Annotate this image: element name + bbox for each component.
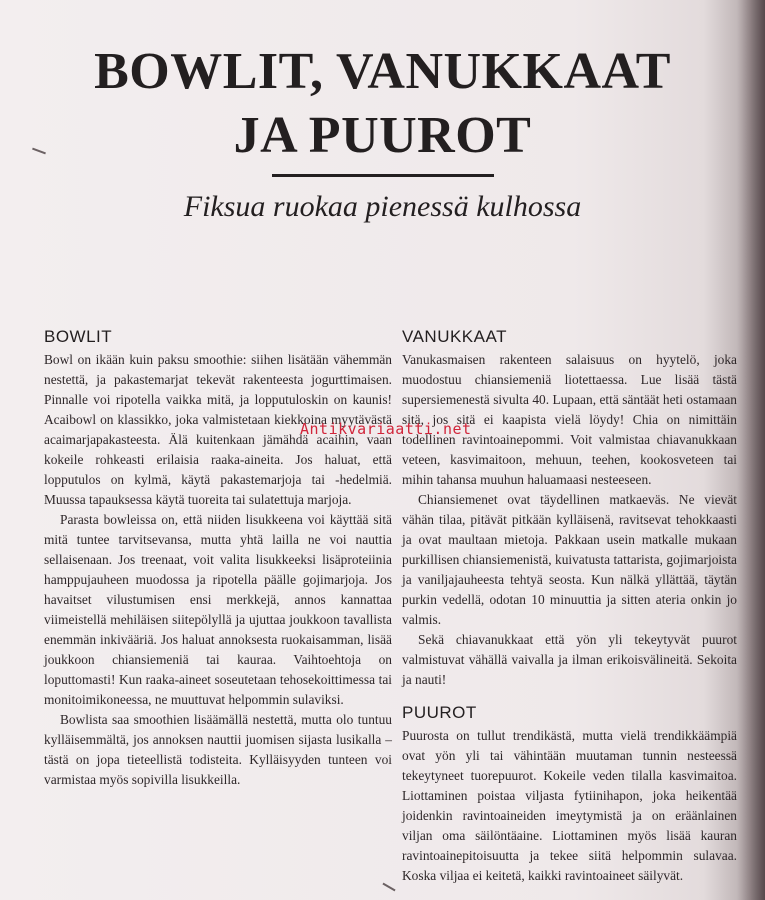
- page-blemish: [382, 883, 395, 892]
- section-heading-puurot: PUUROT: [402, 703, 477, 722]
- paragraph: Sekä chiavanukkaat että yön yli tekeytyvät puurot valmistuvat vähällä vaivalla ja ilman erikoisvälineitä. Sekoita ja nauti!: [402, 632, 737, 687]
- title-line-2: JA PUUROT: [233, 107, 532, 164]
- paragraph: Bowlista saa smoothien lisäämällä nestettä, mutta olo tuntuu kylläisemmältä, jos annoksen nauttii juomisen sijasta lusikalla – tästä on jopa tieteellistä todisteita. Kylläisyyden tunteen voi varmistaa myös sopivilla lisukkeilla.: [44, 712, 392, 787]
- subtitle: Fiksua ruokaa pienessä kulhossa: [183, 190, 582, 223]
- title-divider: [272, 174, 494, 177]
- right-column: [402, 326, 737, 886]
- left-column: [44, 326, 392, 790]
- paragraph: Vanukasmaisen rakenteen salaisuus on hyytelö, joka muodostuu chiansiemeniä liotettaessa. Lue lisää tästä supersiemenestä sivulta 40. Lupaan, että säntäät heti ostamaan sitä, jos sitä ei kaapista vielä löydy! Chia on nimittäin todellinen ravintoainepommi. Voit valmistaa chiavanukkaan veteen, kasvimaitoon, mehuun, teehen, kookosveteen tai mihin tahansa muuhun haluamaasi nesteeseen.: [402, 352, 737, 487]
- paragraph: Bowl on ikään kuin paksu smoothie: siihen lisätään vähemmän nestettä, ja pakastemarjat tekevät rakenteesta jogurttimaisen. Pinnalle voi ripotella vaikka mitä, ja lopputuloskin on kaunis! Acaibowl on klassikko, joka valmistetaan kiekkoina myytävästä acaimarjapakasteesta. Älä kuitenkaan jämähdä acaihin, vaan kokeile rohkeasti erilaisia raaka-aineita. Jos haluat, että lopputulos on kylmä, käytä pakastemarjoja tai -hedelmiä. Muussa tapauksessa käytä tuoreita tai sulatettuja marjoja.: [44, 352, 392, 507]
- title-line-1: BOWLIT, VANUKKAAT: [94, 43, 671, 100]
- watermark: Antikvariaatti.net: [300, 420, 472, 438]
- paragraph: Puurosta on tullut trendikästä, mutta vielä trendikkäämpiä ovat yön yli tai vähintään muutaman tunnin nesteessä tekeytyneet tuorepuurot. Kokeile veden tilalla kasvimaitoa. Liottaminen poistaa viljasta fytiinihapon, joka heikentää joidenkin ravintoaineiden imeytymistä ja on eräänlainen viljan oma säilöntäaine. Liottaminen myös lisää kauran ravintoainepitoisuutta ja tekee siitä helpommin sulavaa. Koska viljaa ei keitetä, kaikki ravintoaineet säilyvät.: [402, 728, 737, 883]
- section-heading-vanukkaat: VANUKKAAT: [402, 327, 507, 346]
- paragraph: Parasta bowleissa on, että niiden lisukkeena voi käyttää sitä mitä tuntee tarvitsevansa, mutta yhtä lailla ne voi nauttia sellaisenaan. Jos treenaat, voit valita lisukkeeksi lisäproteiinia hamppujauheen muodossa ja ripotella päälle gojimarjoja. Jos havaitset vilustumisen ensi merkkejä, annos kannattaa viimeistellä mehiläisen siitepölyllä ja ujuttaa joukkoon tavallista enemmän inkivääriä. Jos haluat annoksesta ruokaisamman, lisää joukkoon chiansiemeniä tai kauraa. Vaihtoehtoja on loputtomasti! Kun raaka-aineet soseutetaan tehosekoittimessa tai monitoimikoneessa, ne muuttuvat helpommin sulaviksi.: [44, 512, 392, 707]
- section-heading-bowlit: BOWLIT: [44, 327, 113, 346]
- paragraph: Chiansiemenet ovat täydellinen matkaeväs. Ne vievät vähän tilaa, pitävät pitkään kylläisenä, ravitsevat tehokkaasti ja ovat maultaan mietoja. Pakkaan usein matkalle mukaan purkillisen chiansiemenistä, kuivatusta tattarista, gojimarjoista ja vaniljajauheesta tehtyä seosta. Kun nälkä yllättää, täytän purkin vedellä, odotan 10 minuuttia ja sitten ateria onkin jo valmis.: [402, 492, 737, 627]
